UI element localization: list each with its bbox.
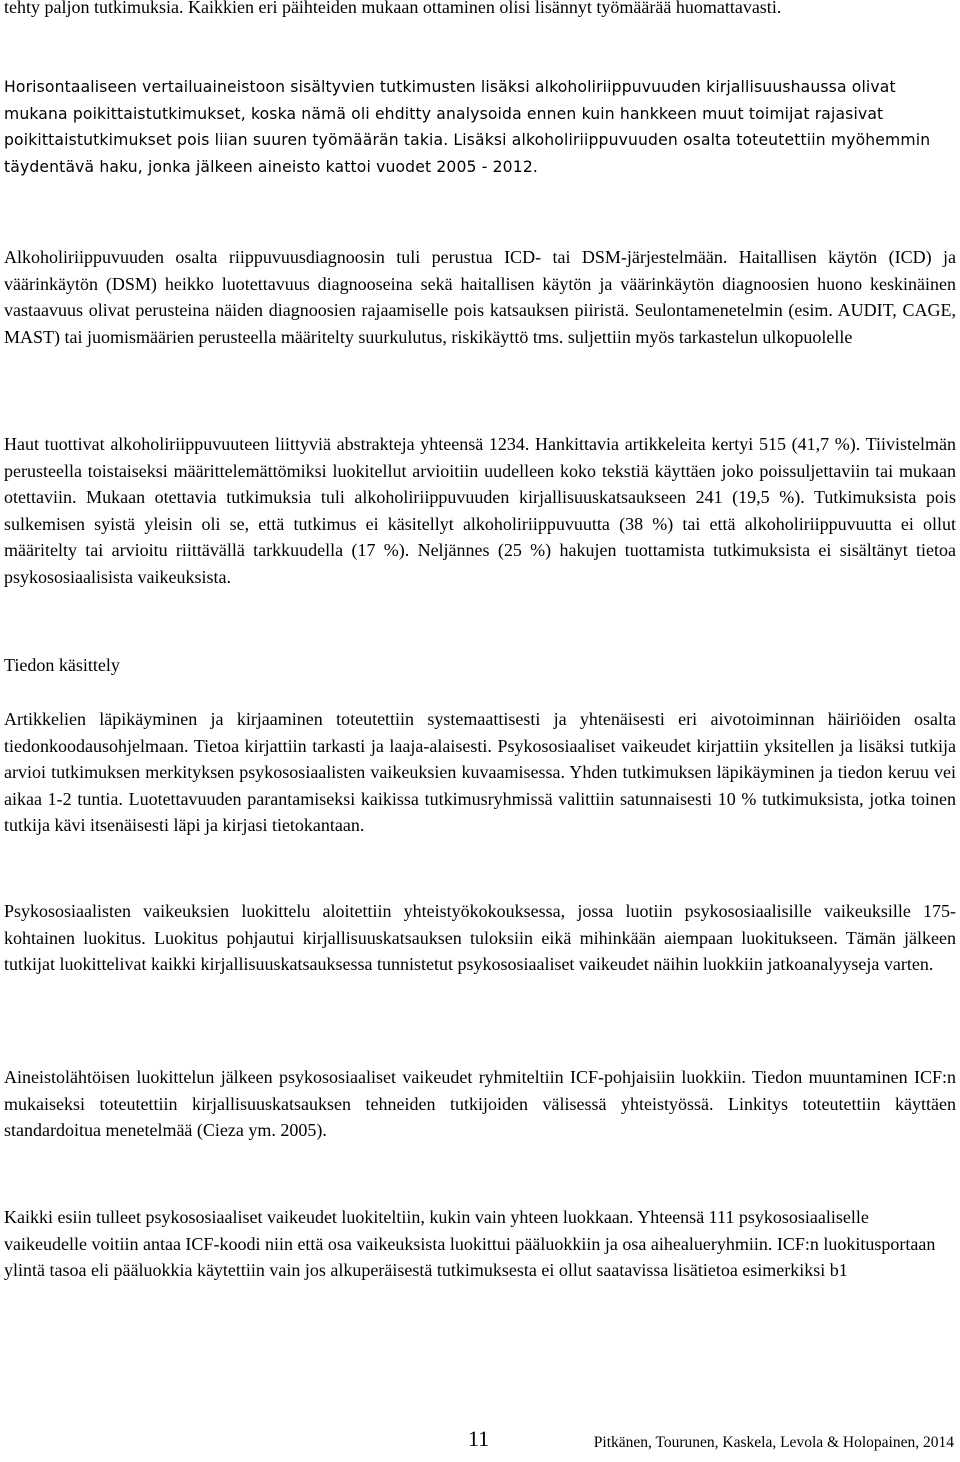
paragraph-icf-coding: Kaikki esiin tulleet psykososiaaliset vaikeudet luokiteltiin, kukin vain yhteen luokkaan. Yhteensä 111 psykososiaaliselle vaikeudelle voitiin antaa ICF-koodi niin että osa vaikeuksista luokittui pääluokkiin ja osa aihealueryhmiin. ICF:n luokitusportaan ylintä tasoa eli pääluokkia käytettiin vain jos alkuperäisestä tutkimuksesta ei ollut saatavissa lisätietoa esimerkiksi b1 <box>4 1207 936 1281</box>
page-number: 11 <box>468 1426 490 1451</box>
paragraph-cross-sectional-studies: Horisontaaliseen vertailuaineistoon sisältyvien tutkimusten lisäksi alkoholiriippuvuuden kirjallisuushaussa olivat mukana poikittaistutkimukset, koska nämä oli ehditty analysoida ennen kuin hankkeen muut toimijat rajasivat poikittaistutkimukset pois liian suuren työmäärän takia. Lisäksi alkoholiriippuvuuden osalta toteutettiin myöhemmin täydentävä haku, jonka jälkeen aineisto kattoi vuodet 2005 - 2012. <box>4 78 931 176</box>
paragraph-classification-start: Psykososiaalisten vaikeuksien luokittelu aloitettiin yhteistyökokouksessa, jossa luotiin psykososiaalisille vaikeuksille 175-kohtainen luokitus. Luokitus pohjautui kirjallisuuskatsauksen tuloksiin eikä mihinkään aiempaan luokitukseen. Tämän jälkeen tutkijat luokittelivat kaikki kirjallisuuskatsauksessa tunnistetut psykososiaaliset vaikeudet näihin luokkiin jatkoanalyyseja varten. <box>4 901 956 975</box>
page-footer <box>0 1422 956 1462</box>
paragraph-diagnosis-criteria: Alkoholiriippuvuuden osalta riippuvuusdiagnoosin tuli perustua ICD- tai DSM-järjestelmään. Haitallisen käytön (ICD) ja väärinkäytön (DSM) heikko luotettavuus diagnooseina sekä haitallisen käytön ja väärinkäytön diagnoosien huono keskinäinen vastaavuus olivat perusteina näiden diagnoosien rajaamiselle pois katsauksen piiristä. Seulontamenetelmin (esim. AUDIT, CAGE, MAST) tai juomismäärien perusteella määritelty suurkulutus, riskikäyttö tms. suljettiin myös tarkastelun ulkopuolelle <box>4 247 956 347</box>
section-heading-data-processing: Tiedon käsittely <box>4 655 120 675</box>
paragraph-article-review: Artikkelien läpikäyminen ja kirjaaminen toteutettiin systemaattisesti ja yhtenäisesti eri aivotoiminnan häiriöiden osalta tiedonkoodausohjelmaan. Tietoa kirjattiin tarkasti ja laaja-alaisesti. Psykososiaaliset vaikeudet kirjattiin yksitellen ja lisäksi tutkija arvioi tutkimuksen merkityksen psykososiaalisten vaikeuksien kuvaamisessa. Yhden tutkimuksen läpikäyminen ja tiedon keruu vei aikaa 1-2 tuntia. Luotettavuuden parantamiseksi kaikissa tutkimusryhmissä valittiin satunnaisesti 10 % tutkimuksista, jotka toinen tutkija kävi itsenäisesti läpi ja kirjasi tietokantaan. <box>4 709 956 836</box>
paragraph-icf-grouping: Aineistolähtöisen luokittelun jälkeen psykososiaaliset vaikeudet ryhmiteltiin ICF-pohjaisiin luokkiin. Tiedon muuntaminen ICF:n mukaiseksi toteutettiin kirjallisuuskatsauksen tehneiden tutkijoiden välisessä yhteistyössä. Linkitys toteutettiin käyttäen standardoitua menetelmää (Cieza ym. 2005). <box>4 1067 956 1141</box>
footer-authors: Pitkänen, Tourunen, Kaskela, Levola & Holopainen, 2014 <box>593 1434 954 1451</box>
paragraph-intro-continuation: tehty paljon tutkimuksia. Kaikkien eri päihteiden mukaan ottaminen olisi lisännyt työmäärää huomattavasti. <box>4 0 782 17</box>
paragraph-search-results: Haut tuottivat alkoholiriippuvuuteen liittyviä abstrakteja yhteensä 1234. Hankittavia artikkeleita kertyi 515 (41,7 %). Tiivistelmän perusteella toistaiseksi määrittelemättömiksi luokitellut arvioitiin uudelleen koko tekstiä käyttäen joko poissuljettaviin tai mukaan otettaviin. Mukaan otettavia tutkimuksia tuli alkoholiriippuvuuden kirjallisuuskatsaukseen 241 (19,5 %). Tutkimuksista pois sulkemisen syistä yleisin oli se, että tutkimus ei käsitellyt alkoholiriippuvuutta (38 %) tai että alkoholiriippuvuutta ei ollut määritelty tai arvioitu riittävällä tarkkuudella (17 %). Neljännes (25 %) hakujen tuottamista tutkimuksista ei sisältänyt tietoa psykososiaalisista vaikeuksista. <box>4 434 956 587</box>
